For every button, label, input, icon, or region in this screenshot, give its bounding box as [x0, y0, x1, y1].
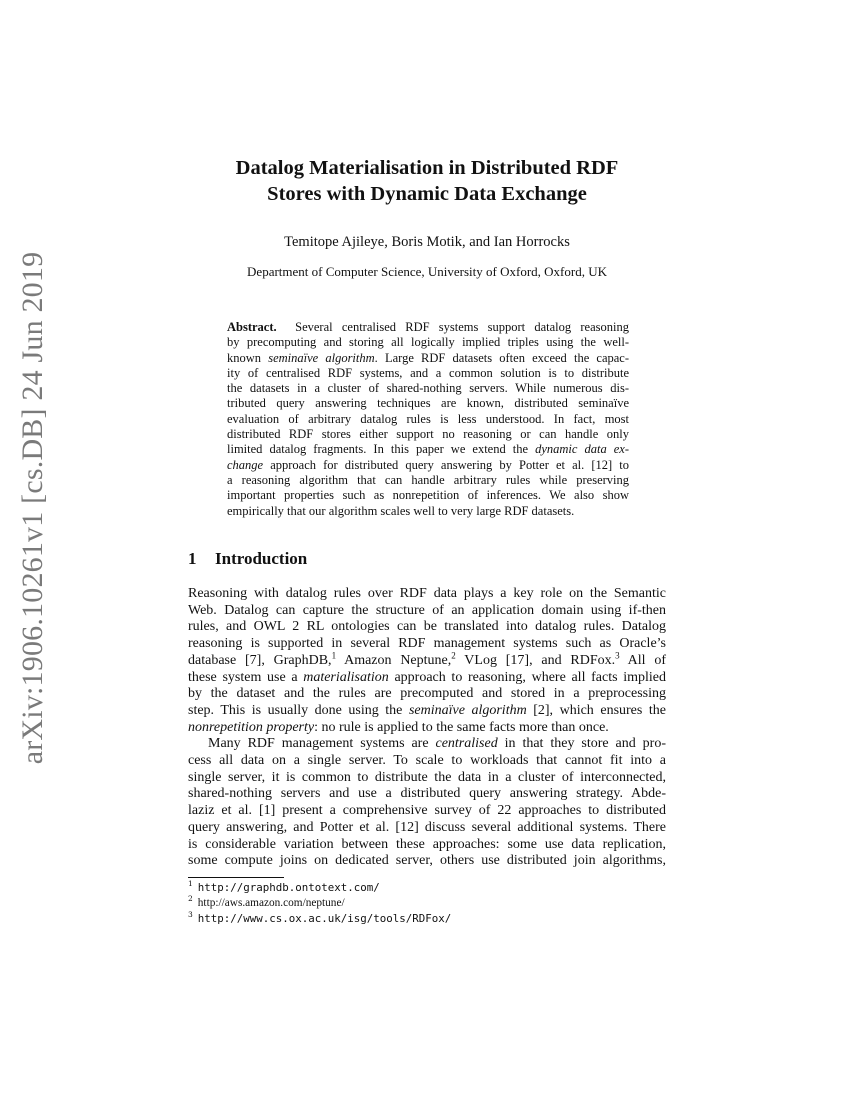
title-line-2: Stores with Dynamic Data Exchange [267, 183, 587, 205]
body-line: database [7], GraphDB,$^1$ Amazon Neptune,$^2$ VLog [17], and RDFox.$^3$ All of [188, 650, 667, 668]
abstract-line: ity of centralised RDF systems, and a common solution is to distribute [227, 365, 629, 380]
section-number: 1 [188, 549, 197, 568]
abstract-line: tributed query answering techniques are known, distributed seminaïve [227, 396, 629, 411]
body-line: is considerable variation between these approaches: some use data replication, [188, 836, 666, 852]
footnote-2: $^2$ http://aws.amazon.com/neptune/ [188, 894, 345, 909]
footnote-link-2[interactable]: http://aws.amazon.com/neptune/ [197, 897, 345, 909]
body-line: rules, and OWL 2 RL ontologies can be translated into datalog rules. Datalog [188, 619, 666, 635]
abstract-line: the datasets in a cluster of shared-nothing servers. While numerous dis- [227, 381, 629, 396]
arxiv-identifier: arXiv:1906.10261v1 [cs.DB] 24 Jun 2019 [16, 251, 49, 765]
arxiv-sidebar-stamp [8, 251, 58, 765]
introduction-body [188, 586, 666, 870]
footnote-3: $^3$ http://www.cs.ox.ac.uk/isg/tools/RDFox/ [188, 910, 452, 925]
abstract-line: known seminaïve algorithm. Large RDF datasets often exceed the capac- [227, 350, 630, 365]
body-line: shared-nothing servers and use a distributed query answering strategy. Abde- [188, 786, 666, 802]
body-line: some compute joins on dedicated server, others use distributed join algorithms, [188, 853, 666, 869]
abstract-line: empirically that our algorithm scales well to very large RDF datasets. [227, 503, 575, 518]
footnote-ref-3: 3 [615, 650, 620, 661]
abstract-line: important properties such as nonrepetition of inferences. We also show [227, 488, 629, 503]
abstract-line: change approach for distributed query answering by Potter et al. [12] to [227, 457, 629, 472]
abstract-line: by precomputing and storing all logically implied triples using the well- [227, 335, 629, 350]
body-line: laziz et al. [1] present a comprehensive survey of 22 approaches to distributed [188, 803, 666, 819]
abstract-line: distributed RDF stores either support no reasoning or can handle only [227, 427, 629, 442]
footnote-link-3[interactable]: http://www.cs.ox.ac.uk/isg/tools/RDFox/ [197, 912, 452, 925]
body-line: single server, it is common to distribute the data in a cluster of interconnected, [188, 769, 666, 785]
body-line: by the dataset and the rules are precomputed and stored in a preprocessing [188, 686, 666, 702]
affiliation: Department of Computer Science, University of Oxford, Oxford, UK [247, 264, 607, 279]
footnote-ref-1: 1 [331, 650, 337, 661]
body-line: Reasoning with datalog rules over RDF data plays a key role on the Semantic [188, 586, 666, 601]
section-heading [188, 549, 307, 569]
abstract-label: Abstract. [227, 320, 277, 334]
body-line: these system use a materialisation approach to reasoning, where all facts implied [188, 669, 666, 685]
abstract-line: limited datalog fragments. In this paper we extend the dynamic data ex- [227, 442, 630, 457]
abstract-line: Several centralised RDF systems support datalog reasoning [295, 320, 629, 334]
footnote-rule [188, 877, 284, 878]
author-list: Temitope Ajileye, Boris Motik, and Ian Horrocks [284, 234, 570, 250]
body-line: cess all data on a single server. To scale to workloads that cannot fit into a [188, 753, 666, 769]
title-line-1: Datalog Materialisation in Distributed RDF [235, 157, 619, 179]
footnote-ref-2: 2 [451, 650, 456, 661]
section-title: Introduction [215, 549, 308, 568]
footnotes [188, 880, 451, 926]
abstract-line: a reasoning algorithm that can handle arbitrary rules while preserving [227, 472, 629, 487]
body-line: step. This is usually done using the seminaïve algorithm [2], which ensures the [188, 702, 666, 718]
body-line: reasoning is supported in several RDF management systems such as Oracle’s [188, 636, 666, 652]
footnote-1: $^1$ http://graphdb.ontotext.com/ [188, 879, 380, 894]
paper-title [150, 155, 704, 207]
body-line: nonrepetition property: no rule is applied to the same facts more than once. [188, 719, 609, 735]
abstract-line: evaluation of arbitrary datalog rules is less understood. In fact, most [227, 411, 629, 426]
footnote-link-1[interactable]: http://graphdb.ontotext.com/ [197, 881, 380, 894]
body-line: Web. Datalog can capture the structure of an application domain using if-then [188, 602, 666, 618]
body-line: query answering, and Potter et al. [12] discuss several additional systems. There [188, 819, 666, 835]
body-line: Many RDF management systems are centralised in that they store and pro- [208, 736, 666, 752]
abstract-block [227, 320, 629, 519]
